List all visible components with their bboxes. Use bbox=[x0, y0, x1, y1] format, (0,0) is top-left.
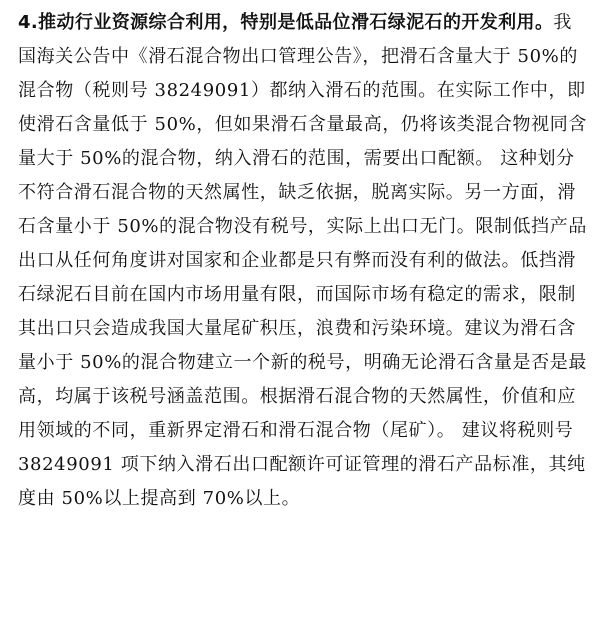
section-heading: 4.推动行业资源综合利用，特别是低品位滑石绿泥石的开发利用。 bbox=[18, 12, 554, 33]
paragraph-line-13: 用领域的不同，重新界定滑石和滑石混合物（尾矿）。 建议将税则号 bbox=[18, 420, 574, 441]
paragraph-line-7: 石含量小于 50%的混合物没有税号，实际上出口无门。限制低挡产品 bbox=[18, 216, 587, 237]
paragraph-line-14: 38249091 项下纳入滑石出口配额许可证管理的滑石产品标准，其纯 bbox=[18, 454, 586, 475]
paragraph-line-9: 石绿泥石目前在国内市场用量有限，而国际市场有稳定的需求，限制 bbox=[18, 284, 576, 305]
paragraph-line-1 bbox=[18, 6, 590, 40]
paragraph-line-12: 高，均属于该税号涵盖范围。根据滑石混合物的天然属性，价值和应 bbox=[18, 386, 576, 407]
paragraph-line-10: 其出口只会造成我国大量尾矿积压，浪费和污染环境。建议为滑石含 bbox=[18, 318, 576, 339]
paragraph-line-11: 量小于 50%的混合物建立一个新的税号，明确无论滑石含量是否是最 bbox=[18, 352, 587, 373]
paragraph-line-4: 使滑石含量低于 50%，但如果滑石含量最高，仍将该类混合物视同含 bbox=[18, 114, 587, 135]
paragraph-line-2: 国海关公告中《滑石混合物出口管理公告》，把滑石含量大于 50%的 bbox=[18, 46, 578, 67]
paragraph-line-3: 混合物（税则号 38249091）都纳入滑石的范围。在实际工作中，即 bbox=[18, 80, 586, 101]
paragraph-line-5: 量大于 50%的混合物，纳入滑石的范围，需要出口配额。 这种划分 bbox=[18, 148, 575, 169]
paragraph-line-1-rest: 我 bbox=[553, 12, 572, 33]
paragraph-line-6: 不符合滑石混合物的天然属性，缺乏依据，脱离实际。另一方面，滑 bbox=[18, 182, 576, 203]
paragraph-line-15: 度由 50%以上提高到 70%以上。 bbox=[18, 488, 301, 509]
paragraph-line-8: 出口从任何角度讲对国家和企业都是只有弊而没有利的做法。低挡滑 bbox=[18, 250, 576, 271]
